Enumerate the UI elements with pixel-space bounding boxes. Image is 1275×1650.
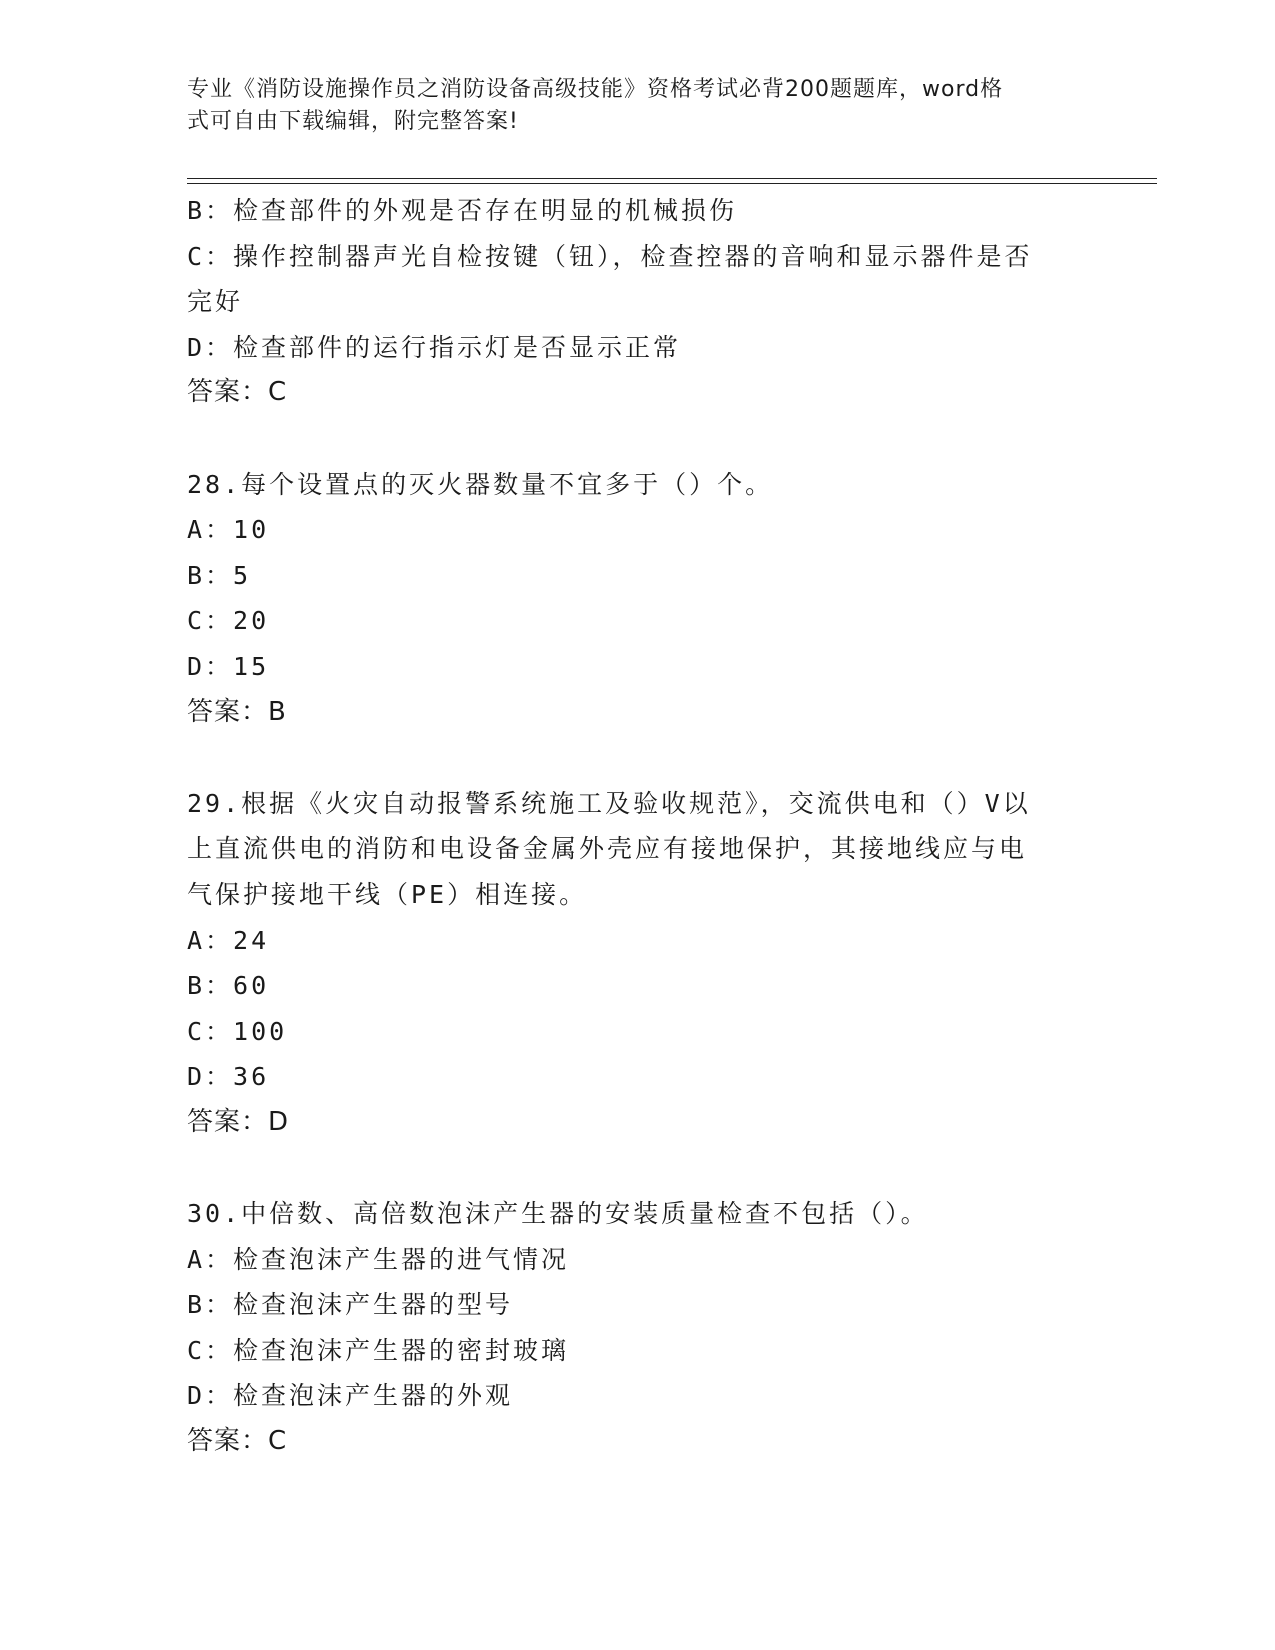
page-header: [187, 74, 1067, 138]
option-b: B：60: [187, 971, 270, 1001]
option-c: C：100: [187, 1016, 288, 1046]
option-a: A：检查泡沫产生器的进气情况: [187, 1244, 570, 1274]
question-list: [187, 188, 1087, 1465]
option-b: B：5: [187, 560, 252, 590]
option-d: D：15: [187, 651, 270, 681]
option-c-line-2: 完好: [187, 287, 244, 317]
answer: 答案：B: [187, 696, 287, 727]
option-c: C：20: [187, 606, 270, 636]
option-d: D：检查部件的运行指示灯是否显示正常: [187, 332, 682, 362]
option-b: B：检查泡沫产生器的型号: [187, 1290, 514, 1320]
question-29: [187, 781, 1087, 1146]
question-27: [187, 188, 1087, 416]
option-c: C：检查泡沫产生器的密封玻璃: [187, 1335, 570, 1365]
spacer: [187, 735, 1087, 781]
answer: 答案：C: [187, 1426, 288, 1457]
option-d: D：36: [187, 1062, 270, 1092]
option-a: A：10: [187, 515, 270, 545]
option-a: A：24: [187, 925, 270, 955]
header-rule-bottom: [187, 183, 1157, 184]
question-text-line-3: 气保护接地干线（PE）相连接。: [187, 879, 588, 909]
question-text: 28.每个设置点的灭火器数量不宜多于（）个。: [187, 469, 774, 499]
question-28: [187, 462, 1087, 736]
spacer: [187, 416, 1087, 462]
answer: 答案：C: [187, 377, 288, 408]
option-b: B：检查部件的外观是否存在明显的机械损伤: [187, 196, 738, 225]
spacer: [187, 1145, 1087, 1191]
option-c-line-1: C：操作控制器声光自检按键（钮），检查控器的音响和显示器件是否: [187, 241, 1033, 271]
option-d: D：检查泡沫产生器的外观: [187, 1381, 514, 1411]
question-text-line-2: 上直流供电的消防和电设备金属外壳应有接地保护，其接地线应与电: [187, 834, 1028, 864]
header-line-2: 式可自由下载编辑，附完整答案!: [187, 109, 519, 134]
answer: 答案：D: [187, 1106, 290, 1137]
question-30: [187, 1191, 1087, 1465]
question-text: 30.中倍数、高倍数泡沫产生器的安装质量检查不包括（）。: [187, 1199, 929, 1229]
header-line-1: 专业《消防设施操作员之消防设备高级技能》资格考试必背200题题库，word格: [187, 77, 1004, 102]
header-rule-top: [187, 178, 1157, 179]
question-text-line-1: 29.根据《火灾自动报警系统施工及验收规范》，交流供电和（）V以: [187, 788, 1031, 818]
